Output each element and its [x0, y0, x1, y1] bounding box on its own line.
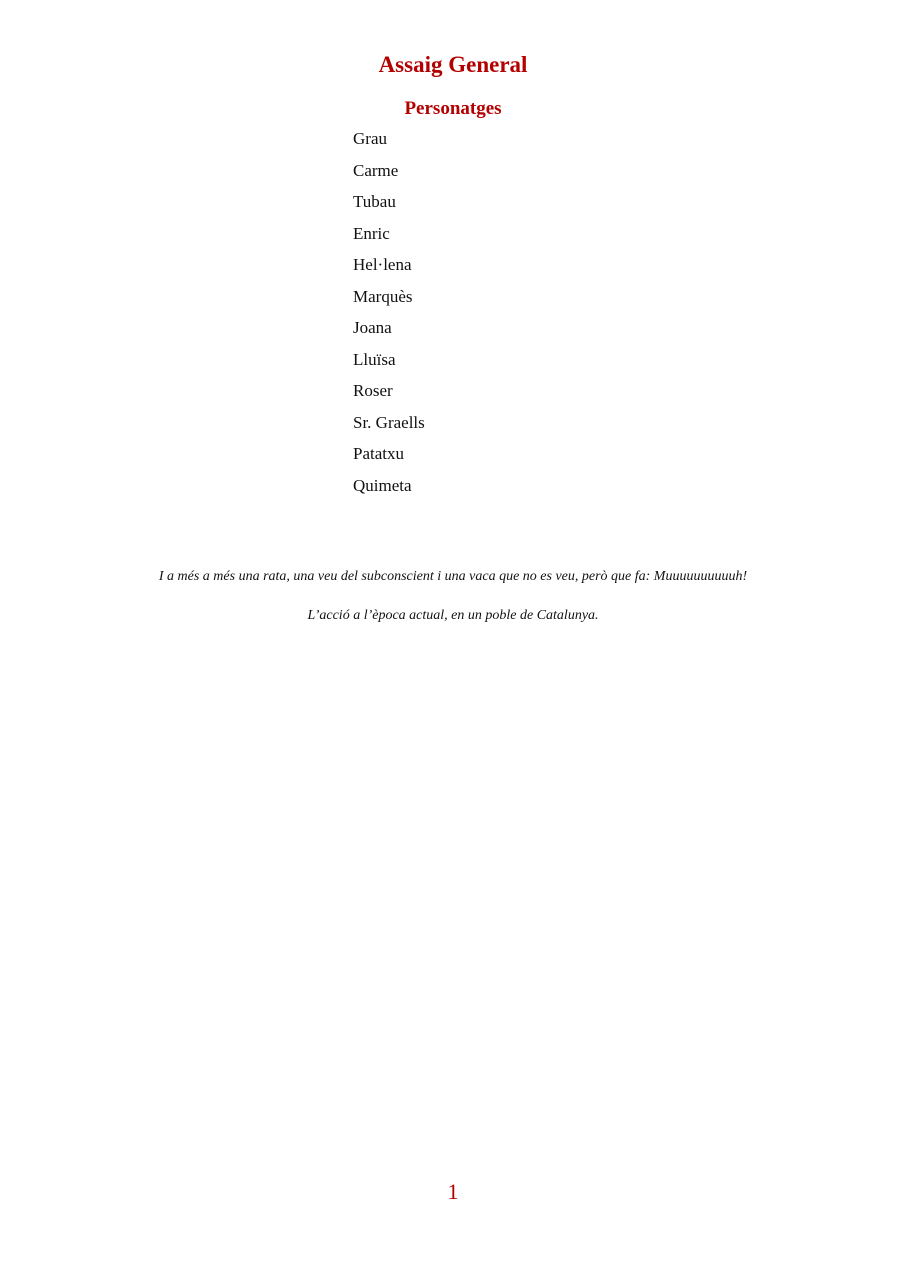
character-name: Roser: [353, 381, 393, 400]
setting-note: L’acció a l’època actual, en un poble de Catalunya.: [307, 608, 599, 623]
character-name: Lluïsa: [353, 349, 396, 369]
character-name: Tubau: [353, 192, 396, 211]
character-name: Hel·lena: [353, 255, 412, 274]
character-name: Patatxu: [353, 444, 404, 463]
character-name: Sr. Graells: [353, 412, 425, 432]
characters-heading: Personatges: [404, 98, 502, 119]
document-title: Assaig General: [378, 52, 528, 77]
character-name: Grau: [353, 129, 387, 148]
page-number: 1: [447, 1179, 459, 1204]
character-name: Joana: [353, 318, 392, 337]
character-name: Enric: [353, 223, 390, 243]
character-name: Carme: [353, 160, 399, 180]
characters-list: [353, 129, 425, 507]
extra-characters-note: I a més a més una rata, una veu del subconscient i una vaca que no es veu, però que fa: Muuuuuuuuuuh!: [158, 569, 748, 584]
character-name: Quimeta: [353, 475, 412, 495]
character-name: Marquès: [353, 286, 413, 306]
